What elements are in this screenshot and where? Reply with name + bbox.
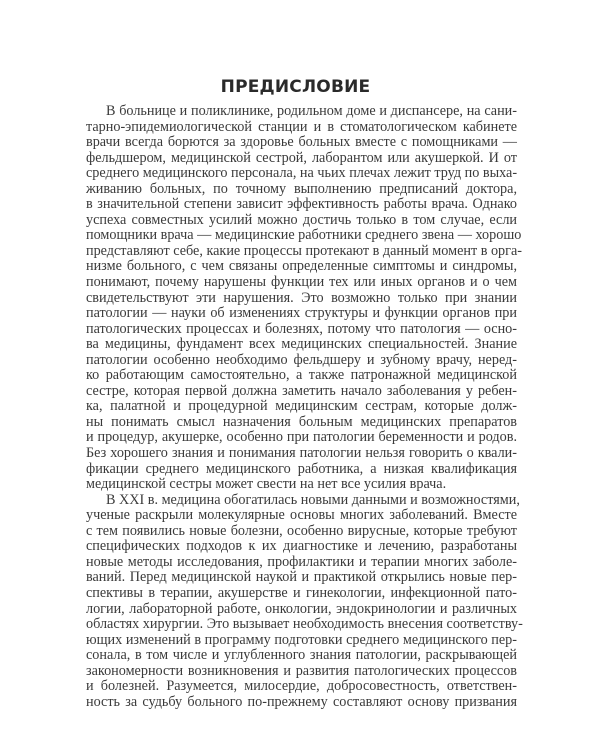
text-line: патологических процессах и болезнях, потому что патология — осно- [86, 320, 517, 337]
text-line: тарно-эпидемиологической станции и в стоматологическом кабинете [86, 118, 517, 135]
text-line: ученые раскрыли молекулярные основы многих заболеваний. Вместе [86, 507, 517, 524]
text-line: ность за судьбу больного по-прежнему составляют основу призвания [86, 693, 517, 710]
text-line: представляют себе, какие процессы протекают в данный момент в орга- [86, 242, 522, 259]
text-line: закономерности возникновения и развития патологических процессов [86, 662, 517, 679]
paragraph-1 [86, 103, 522, 493]
text-line: в значительной степени зависит эффективность работы врача. Однако [86, 196, 517, 213]
paragraph-2 [86, 491, 523, 711]
text-line: логии, лабораторной работе, онкологии, эндокринологии и различных [86, 600, 517, 617]
text-line: свидетельствуют эти нарушения. Это возможно только при знании [86, 289, 517, 306]
text-line: ны понимать смысл назначения больным медицинских препаратов [86, 413, 517, 430]
text-line: Без хорошего знания и понимания патологии нельзя говорить о квали- [86, 445, 517, 462]
text-line: ва медицины, фундамент всех медицинских специальностей. Знание [86, 336, 517, 353]
text-line: ка, палатной и процедурной медицинским сестрам, которые долж- [86, 398, 517, 415]
text-line: ко работающим самостоятельно, а также патронажной медицинской [86, 367, 517, 384]
text-line: ющих изменений в программу подготовки среднего медицинского пер- [86, 631, 517, 648]
text-line: понимают, почему нарушены функции тех или иных органов и о чем [86, 274, 517, 291]
text-line: В XXI в. медицина обогатилась новыми данными и возможностями, [106, 491, 520, 508]
text-line: успеха совместных усилий можно достичь только в том случае, если [86, 211, 517, 228]
text-line: новые методы исследования, профилактики и терапии многих заболе- [86, 553, 517, 570]
text-line: областях хирургии. Это вызывает необходимость внесения соответству- [86, 616, 523, 633]
text-line: и процедур, акушерке, особенно при патологии беременности и родов. [86, 429, 517, 446]
text-line: фикации среднего медицинского работника, а низкая квалификация [86, 460, 517, 477]
text-line: помощники врача — медицинские работники среднего звена — хорошо [86, 227, 522, 244]
text-line: с тем появились новые болезни, особенно вирусные, которые требуют [86, 522, 517, 539]
body-text [86, 103, 523, 710]
text-line: низме больного, с чем связаны определенные симптомы и синдромы, [86, 258, 517, 275]
text-line: В больнице и поликлинике, родильном доме и диспансере, на сани- [106, 103, 517, 119]
text-line: медицинской сестры может свести на нет все усилия врача. [86, 476, 447, 493]
text-line: врачи всегда борются за здоровье больных вместе с помощниками — [86, 134, 517, 151]
text-line: живанию больных, по точному выполнению предписаний доктора, [86, 180, 517, 197]
text-line: фельдшером, медицинской сестрой, лаборантом или акушеркой. И от [86, 149, 517, 166]
text-line: и болезней. Разумеется, милосердие, добросовестность, ответствен- [86, 678, 517, 695]
text-line: патологии особенно необходимо фельдшеру и зубному врачу, неред- [86, 351, 517, 368]
text-line: специфических подходов к их диагностике и лечению, разработаны [86, 538, 517, 555]
text-line: среднего медицинского персонала, на чьих плечах лежит труд по выха- [86, 165, 518, 182]
text-line: ваний. Перед медицинской наукой и практикой открылись новые пер- [86, 569, 517, 586]
page-title: ПРЕДИСЛОВИЕ [220, 77, 371, 97]
text-line: сонала, в том числе и углубленного знания патологии, раскрывающей [86, 647, 517, 664]
text-line: спективы в терапии, акушерстве и гинекологии, инфекционной пато- [86, 584, 517, 601]
text-line: патологии — науки об изменениях структуры и функции органов при [86, 305, 517, 322]
text-line: сестре, которая первой должна заметить начало заболевания у ребен- [86, 382, 517, 399]
